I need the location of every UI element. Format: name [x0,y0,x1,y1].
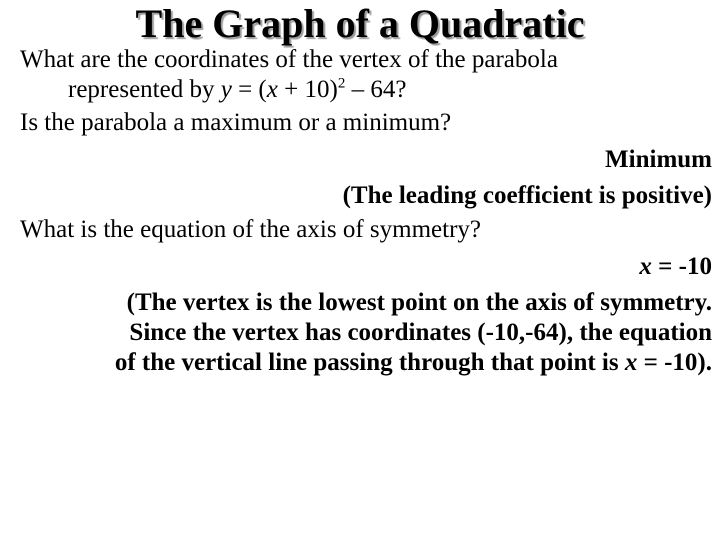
equation-end: – 64? [345,76,407,103]
question-max-min: Is the parabola a maximum or a minimum? [20,109,452,136]
answer-minimum-reason: (The leading coefficient is positive) [342,182,712,209]
answer-axis-explanation-x: x [624,349,638,376]
question-vertex-prefix: represented by [68,76,221,103]
answer-axis-explanation-line3 [115,348,712,378]
answer-axis-x: x [639,253,652,280]
answer-axis-explanation-suffix: = -10). [637,349,712,376]
equation-mid: + 10) [277,76,338,103]
question-axis-of-symmetry: What is the equation of the axis of symmetry? [20,216,481,243]
slide-title: The Graph of a Quadratic [135,1,585,46]
question-vertex-line2 [68,75,406,105]
answer-axis-value: = -10 [651,253,712,280]
question-vertex-line1: What are the coordinates of the vertex of the parabola [20,46,558,73]
answer-axis-explanation-line2: Since the vertex has coordinates (-10,-64), the equation [129,319,712,346]
equation-y: y [220,76,232,103]
equation-exponent: 2 [337,75,346,92]
answer-axis-equation [639,252,712,282]
answer-axis-explanation-prefix: of the vertical line passing through that point is [114,349,625,376]
answer-axis-explanation-line1: (The vertex is the lowest point on the axis of symmetry. [126,289,712,316]
answer-minimum: Minimum [605,146,712,173]
equation-x: x [266,76,278,103]
equation-open: = ( [231,76,267,103]
